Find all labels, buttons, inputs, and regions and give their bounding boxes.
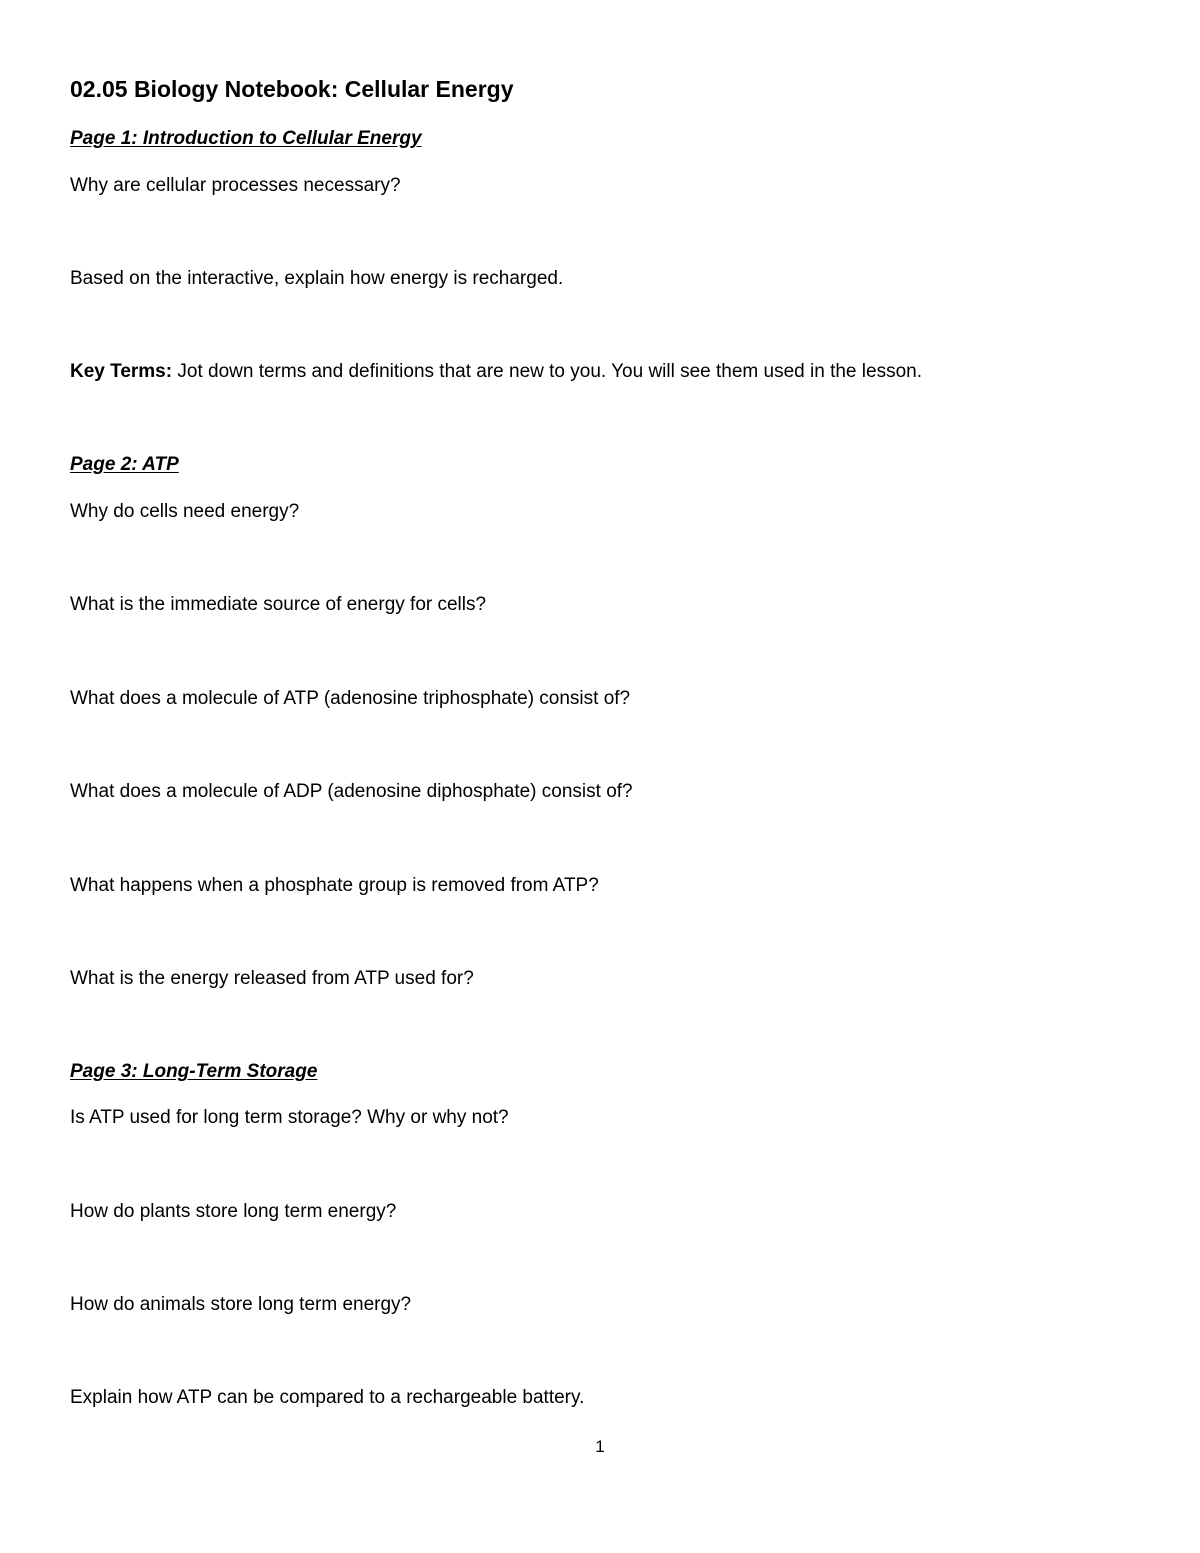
question: What is the energy released from ATP used for?: [70, 968, 474, 989]
question: What does a molecule of ADP (adenosine diphosphate) consist of?: [70, 781, 633, 802]
key-terms-instructions: Jot down terms and definitions that are new to you. You will see them used in the lesson.: [172, 361, 922, 382]
question: What is the immediate source of energy for cells?: [70, 594, 487, 615]
question: What happens when a phosphate group is removed from ATP?: [70, 875, 599, 896]
document-title: 02.05 Biology Notebook: Cellular Energy: [70, 76, 514, 102]
key-terms-label: Key Terms:: [70, 361, 173, 382]
section-heading-page-1: Page 1: Introduction to Cellular Energy: [70, 128, 422, 149]
question: Explain how ATP can be compared to a rechargeable battery.: [70, 1387, 585, 1408]
question: Why are cellular processes necessary?: [70, 175, 401, 196]
section-heading-page-2: Page 2: ATP: [70, 454, 179, 475]
question: What does a molecule of ATP (adenosine triphosphate) consist of?: [70, 688, 631, 709]
question: Based on the interactive, explain how energy is recharged.: [70, 268, 564, 289]
key-terms-line: [70, 362, 922, 381]
page-number: 1: [595, 1437, 605, 1456]
question: How do animals store long term energy?: [70, 1294, 412, 1315]
question: Is ATP used for long term storage? Why or why not?: [70, 1107, 509, 1128]
question: Why do cells need energy?: [70, 501, 300, 522]
section-heading-page-3: Page 3: Long-Term Storage: [70, 1061, 318, 1082]
question: How do plants store long term energy?: [70, 1201, 397, 1222]
